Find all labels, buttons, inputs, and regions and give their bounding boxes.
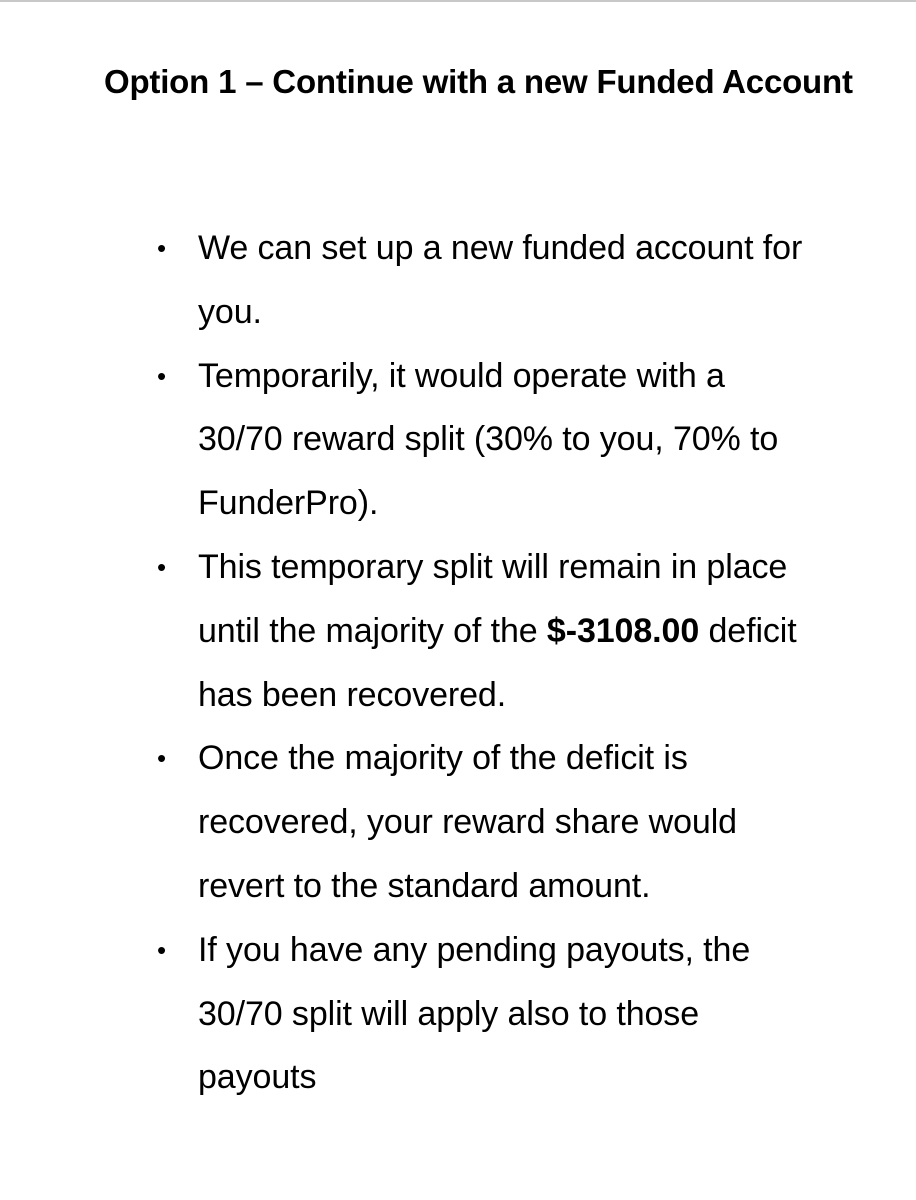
section-heading: Option 1 – Continue with a new Funded Account — [104, 63, 853, 100]
bullet-icon: • — [157, 233, 167, 263]
list-item-text: We can set up a new funded account for you. — [198, 229, 803, 331]
document-body — [104, 50, 864, 1097]
list-item — [157, 727, 807, 918]
list-item — [157, 345, 807, 536]
bullet-list — [157, 217, 807, 1110]
bullet-icon: • — [157, 743, 167, 774]
list-item — [157, 217, 807, 345]
list-item-text-before: This temporary split will remain in place until the majority of the — [198, 547, 788, 650]
deficit-amount: $-3108.00 — [546, 611, 700, 650]
list-item-text-after: deficit has been recovered. — [198, 611, 797, 714]
top-divider — [0, 0, 916, 2]
list-item — [157, 919, 807, 1110]
list-item-text: Temporarily, it would operate with a 30/70 reward split (30% to you, 70% to FunderPro). — [198, 356, 779, 523]
list-item — [157, 536, 807, 727]
list-item-text: Once the majority of the deficit is recovered, your reward share would revert to the standard amount. — [198, 739, 737, 905]
bullet-icon: • — [157, 934, 167, 965]
bullet-icon: • — [157, 551, 167, 582]
bullet-icon: • — [157, 360, 167, 391]
list-item-text: If you have any pending payouts, the 30/70 split will apply also to those payouts — [198, 930, 751, 1097]
